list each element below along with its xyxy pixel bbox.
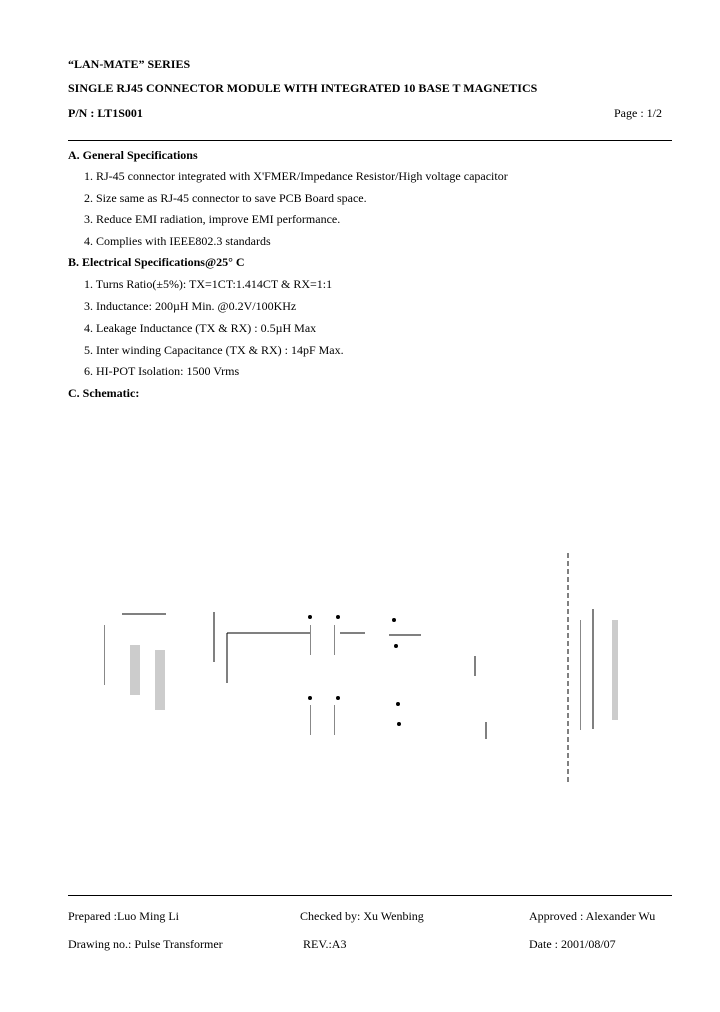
footer-divider xyxy=(68,895,672,896)
general-item: 1. RJ-45 connector integrated with X'FMER/Impedance Resistor/High voltage capacitor xyxy=(84,169,508,183)
general-item: 3. Reduce EMI radiation, improve EMI performance. xyxy=(84,212,341,226)
general-item: 4. Complies with IEEE802.3 standards xyxy=(84,234,271,248)
electrical-heading: B. Electrical Specifications@25° C xyxy=(68,255,245,269)
electrical-item: 6. HI-POT Isolation: 1500 Vrms xyxy=(84,364,240,378)
general-heading: A. General Specifications xyxy=(68,148,198,162)
drawing-number: Drawing no.: Pulse Transformer xyxy=(68,937,223,951)
approved-by: Approved : Alexander Wu xyxy=(529,909,656,923)
revision: REV.:A3 xyxy=(303,937,347,951)
electrical-item: 4. Leakage Inductance (TX & RX) : 0.5µH Max xyxy=(84,321,317,335)
part-number: P/N : LT1S001 xyxy=(68,106,143,120)
electrical-item: 3. Inductance: 200µH Min. @0.2V/100KHz xyxy=(84,299,297,313)
electrical-item: 5. Inter winding Capacitance (TX & RX) : 14pF Max. xyxy=(84,343,344,357)
checked-by: Checked by: Xu Wenbing xyxy=(300,909,424,923)
prepared-by: Prepared :Luo Ming Li xyxy=(68,909,179,923)
document-title: SINGLE RJ45 CONNECTOR MODULE WITH INTEGRATED 10 BASE T MAGNETICS xyxy=(68,81,538,95)
page-number: Page : 1/2 xyxy=(614,106,662,120)
series-title: “LAN-MATE” SERIES xyxy=(68,57,191,71)
schematic-heading: C. Schematic: xyxy=(68,386,140,400)
date: Date : 2001/08/07 xyxy=(529,937,616,951)
electrical-item: 1. Turns Ratio(±5%): TX=1CT:1.414CT & RX=1:1 xyxy=(84,277,333,291)
general-item: 2. Size same as RJ-45 connector to save PCB Board space. xyxy=(84,191,367,205)
